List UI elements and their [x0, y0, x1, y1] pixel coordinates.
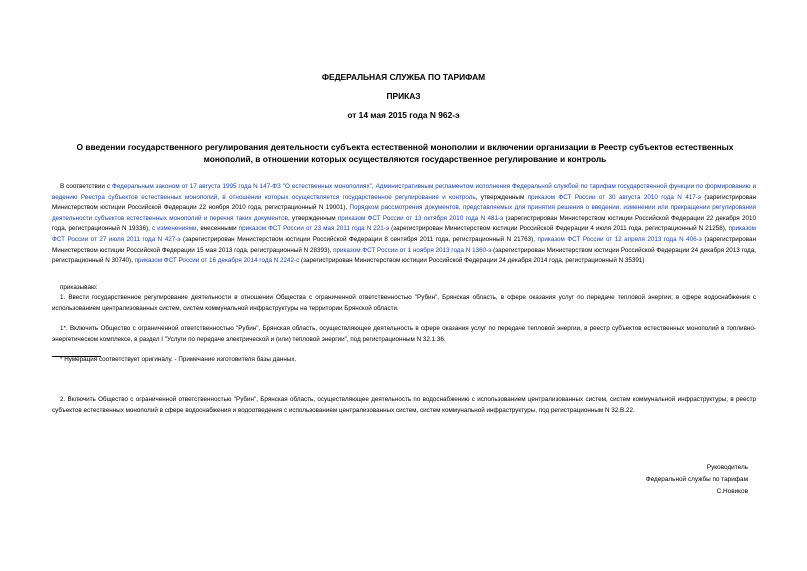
law-147-fz-link[interactable]: Федеральным законом от 17 августа 1995 года N 147-ФЗ "О естественных монополиях" — [112, 183, 372, 190]
preamble-text: В соответствии с — [60, 183, 113, 190]
admin-regulation-link[interactable]: Административным регламентом исполнения Федеральной службой по тарифам государственной функции по формированию и ведению Реестра субъектов естественных монополий, в отношении которых осуществляется государственное регулирование и контроль — [52, 183, 757, 201]
preamble-text: (зарегистрирован Министерством юстиции Российской Федерации 4 июля 2011 года, регистрационный N 21258), — [389, 225, 729, 233]
item-1-star: 1*. Включить Общество с ограниченной ответственностью "Рубин", Брянская область, осуществляющее деятельность в сфере оказания услуг по передаче тепловой энергии, в реестр субъектов естественных монополий в топливно-энергетическом комплексе, в раздел I "Услуги по передаче электрической и (или) тепловой энергии", под регистрационным N 32.1.36. — [52, 325, 756, 343]
footnote: * Нумерация соответствует оригиналу. - Примечание изготовителя базы данных. — [60, 356, 297, 363]
order-417-link[interactable]: приказом ФСТ России от 30 августа 2010 года N 417-э — [527, 193, 702, 201]
document-title: О введении государственного регулирования деятельности субъекта естественной монополии и включении организации в Реестр субъектов естественных монополий, в отношении которых осуществляются государственное регулирование и контроль — [76, 142, 734, 164]
order-2242-link[interactable]: приказом ФСТ России от 16 декабря 2014 года N 2242-с — [134, 257, 300, 265]
preamble-text: (зарегистрирован Министерством юстиции Российской Федерации 24 декабря 2014 года, регистрационный N 35391) — [299, 257, 645, 265]
signature-agency: Федеральной службы по тарифам — [645, 476, 748, 483]
preamble-paragraph — [52, 182, 756, 267]
preamble-text: (зарегистрирован Министерством юстиции Российской Федерации 15 мая 2013 года, регистрационный N 28393), — [52, 235, 756, 254]
amendments-link[interactable]: с изменениями — [151, 225, 197, 233]
order-481-link[interactable]: приказом ФСТ России от 13 октября 2010 года N 481-э — [337, 214, 504, 222]
orders-word: приказываю: — [60, 284, 98, 291]
agency-name: ФЕДЕРАЛЬНАЯ СЛУЖБА ПО ТАРИФАМ — [321, 72, 486, 82]
order-406-link[interactable]: приказом ФСТ России от 12 апреля 2013 года N 406-э — [537, 235, 702, 243]
preamble-text: , утвержденным — [475, 193, 528, 201]
preamble-text: (зарегистрирован Министерством юстиции Российской Федерации 8 сентября 2011 года, регистрационный N 21763), — [180, 235, 538, 243]
order-1360-link[interactable]: приказом ФСТ России от 1 ноября 2013 года N 1360-э — [333, 246, 492, 254]
preamble-text: (зарегистрирован Министерством юстиции Российской Федерации 22 декабря 2010 года, регистрационный N 19336), — [52, 214, 756, 233]
preamble-text: (зарегистрирован Министерством юстиции Российской Федерации 22 ноября 2010 года, регистрационный N 19001), — [52, 193, 756, 212]
item-1: 1. Ввести государственное регулирование деятельности в отношении Общества с ограниченной ответственностью "Рубин", Брянская область, в сфере оказания услуг по передаче тепловой энергии; в сфере водоснабжения с использованием централизованных систем, систем коммунальной инфраструктуры на территории Брянской области. — [52, 294, 756, 312]
preamble-text: , внесенными — [196, 225, 239, 233]
preamble-text: (зарегистрирован Министерством юстиции Российской Федерации 24 декабря 2013 года, регистрационный N 30740), — [52, 246, 756, 265]
signature-position: Руководитель — [706, 464, 748, 471]
signature-name: С.Новиков — [716, 488, 748, 495]
signature-block — [646, 462, 748, 498]
doc-date: от 14 мая 2015 года N 962-э — [347, 110, 460, 120]
preamble-text: , — [371, 183, 376, 190]
item-2: 2. Включить Общество с ограниченной ответственностью "Рубин", Брянская область, осуществляющее деятельность по водоснабжению с использованием централизованных систем, систем коммунальной инфраструктуры, в реестр субъектов естественных монополий в сфере водоснабжения и водоотведения с использованием централизованных систем, систем коммунальной инфраструктуры, под регистрационным N 32.В.22. — [52, 396, 756, 414]
preamble-text: , утвержденным — [287, 214, 338, 222]
review-procedure-link[interactable]: Порядком рассмотрения документов, представляемых для принятия решения о введении, изменении или прекращении регулирования деятельности субъектов естественных монополий и перечня таких документов — [52, 204, 756, 222]
doc-type: ПРИКАЗ — [386, 91, 421, 101]
order-427-link[interactable]: приказом ФСТ России от 27 июля 2011 года N 427-э — [52, 225, 756, 243]
order-221-link[interactable]: приказом ФСТ России от 23 мая 2011 года N 221-э — [238, 225, 390, 233]
